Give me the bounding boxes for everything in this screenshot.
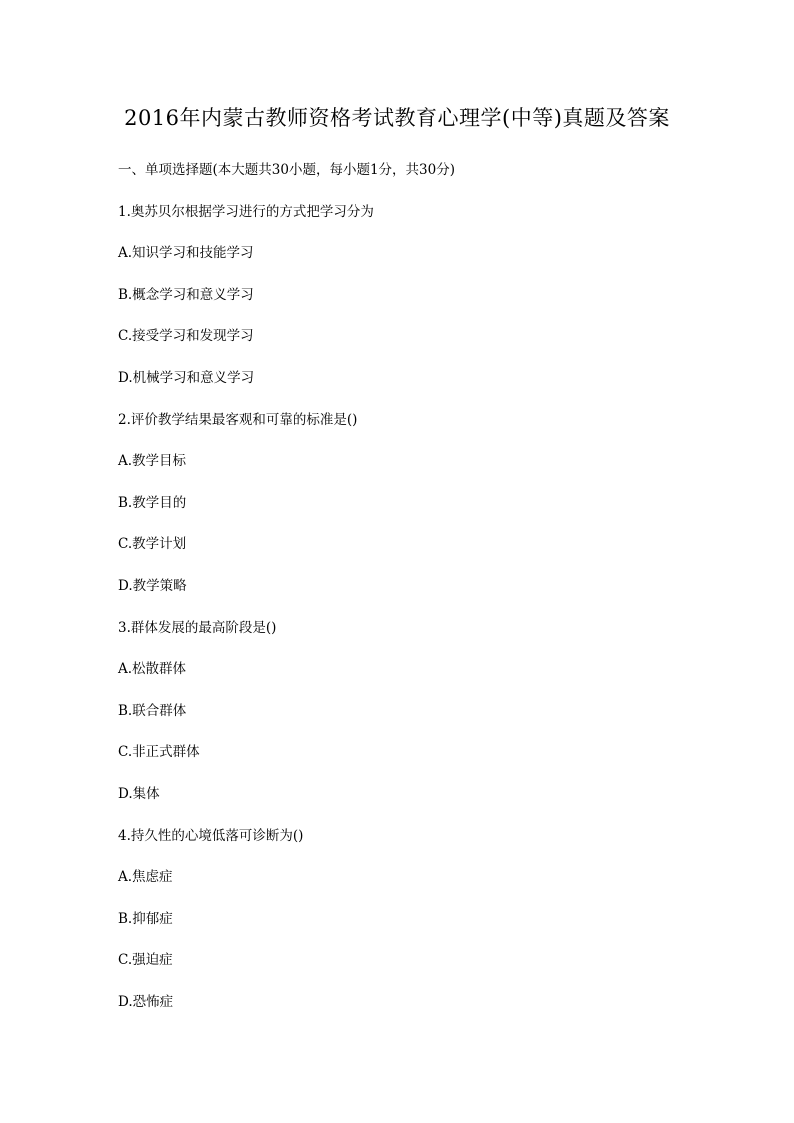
option: C.接受学习和发现学习 bbox=[118, 328, 254, 344]
option: B.概念学习和意义学习 bbox=[118, 287, 254, 303]
option: B.抑郁症 bbox=[118, 911, 173, 927]
option: C.教学计划 bbox=[118, 536, 187, 552]
option: A.知识学习和技能学习 bbox=[118, 245, 254, 261]
option: D.集体 bbox=[118, 786, 160, 802]
question-stem: 1.奥苏贝尔根据学习进行的方式把学习分为 bbox=[118, 204, 374, 220]
question-stem: 3.群体发展的最高阶段是() bbox=[118, 620, 277, 636]
document-title: 2016年内蒙古教师资格考试教育心理学(中等)真题及答案 bbox=[124, 106, 670, 130]
option: B.联合群体 bbox=[118, 703, 187, 719]
section-heading: 一、单项选择题(本大题共30小题，每小题1分，共30分) bbox=[118, 162, 455, 178]
option: D.教学策略 bbox=[118, 578, 187, 594]
option: B.教学目的 bbox=[118, 495, 187, 511]
question-stem: 2.评价教学结果最客观和可靠的标准是() bbox=[118, 412, 358, 428]
option: C.非正式群体 bbox=[118, 744, 200, 760]
option: A.松散群体 bbox=[118, 661, 187, 677]
option: A.焦虑症 bbox=[118, 869, 173, 885]
option: C.强迫症 bbox=[118, 952, 173, 968]
option: D.恐怖症 bbox=[118, 994, 174, 1010]
question-stem: 4.持久性的心境低落可诊断为() bbox=[118, 828, 304, 844]
option: D.机械学习和意义学习 bbox=[118, 370, 255, 386]
option: A.教学目标 bbox=[118, 453, 187, 469]
